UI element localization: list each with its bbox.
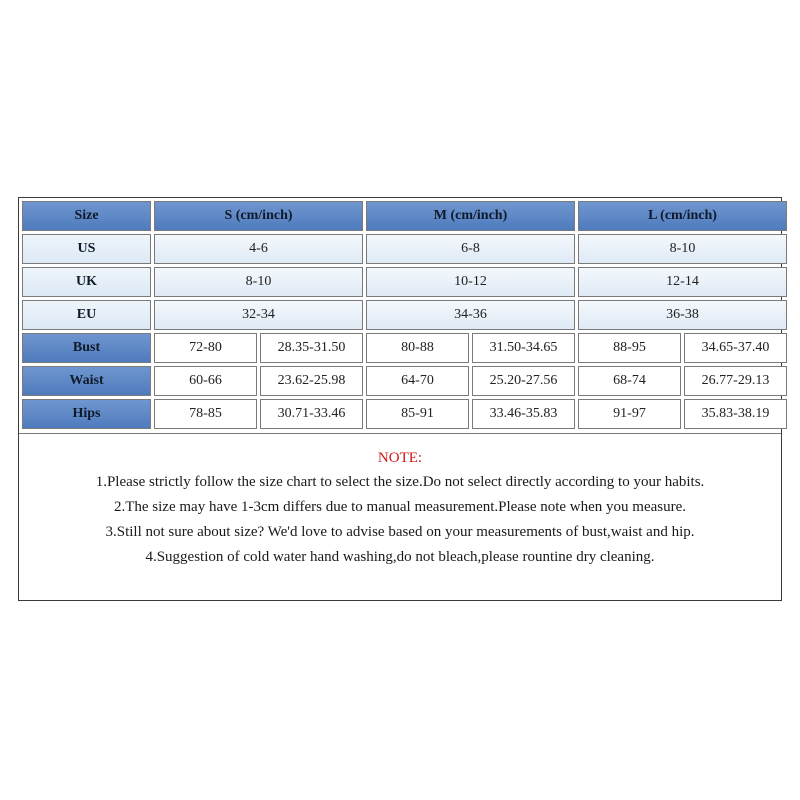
waist-l-inch: 26.77-29.13 — [684, 366, 787, 396]
bust-m-cm: 80-88 — [366, 333, 469, 363]
row-label-eu: EU — [22, 300, 151, 330]
table-header-row — [22, 201, 787, 231]
bust-l-inch: 34.65-37.40 — [684, 333, 787, 363]
table-row — [22, 267, 787, 297]
notes-section — [19, 433, 781, 570]
row-label-us: US — [22, 234, 151, 264]
table-row — [22, 300, 787, 330]
waist-s-inch: 23.62-25.98 — [260, 366, 363, 396]
us-s-value: 4-6 — [154, 234, 363, 264]
note-line: 4.Suggestion of cold water hand washing,do not bleach,please rountine dry cleaning. — [145, 549, 655, 565]
hips-m-inch: 33.46-35.83 — [472, 399, 575, 429]
size-table — [19, 198, 790, 432]
note-line: 3.Still not sure about size? We'd love to advise based on your measurements of bust,waist and hip. — [105, 524, 695, 540]
row-label-bust: Bust — [22, 333, 151, 363]
note-line: 1.Please strictly follow the size chart to select the size.Do not select directly according to your habits. — [95, 474, 705, 490]
bust-m-inch: 31.50-34.65 — [472, 333, 575, 363]
note-title: NOTE: — [377, 450, 423, 466]
eu-m-value: 34-36 — [366, 300, 575, 330]
size-chart — [18, 197, 782, 601]
hips-l-cm: 91-97 — [578, 399, 681, 429]
waist-l-cm: 68-74 — [578, 366, 681, 396]
waist-s-cm: 60-66 — [154, 366, 257, 396]
row-label-hips: Hips — [22, 399, 151, 429]
waist-m-cm: 64-70 — [366, 366, 469, 396]
table-row — [22, 399, 787, 429]
bust-s-cm: 72-80 — [154, 333, 257, 363]
eu-l-value: 36-38 — [578, 300, 787, 330]
waist-m-inch: 25.20-27.56 — [472, 366, 575, 396]
size-header: Size — [22, 201, 151, 231]
m-column-header: M (cm/inch) — [366, 201, 575, 231]
table-row — [22, 366, 787, 396]
eu-s-value: 32-34 — [154, 300, 363, 330]
hips-s-cm: 78-85 — [154, 399, 257, 429]
uk-m-value: 10-12 — [366, 267, 575, 297]
hips-s-inch: 30.71-33.46 — [260, 399, 363, 429]
bust-s-inch: 28.35-31.50 — [260, 333, 363, 363]
us-m-value: 6-8 — [366, 234, 575, 264]
bust-l-cm: 88-95 — [578, 333, 681, 363]
note-line: 2.The size may have 1-3cm differs due to manual measurement.Please note when you measure. — [113, 499, 687, 515]
row-label-uk: UK — [22, 267, 151, 297]
hips-m-cm: 85-91 — [366, 399, 469, 429]
us-l-value: 8-10 — [578, 234, 787, 264]
hips-l-inch: 35.83-38.19 — [684, 399, 787, 429]
uk-l-value: 12-14 — [578, 267, 787, 297]
table-row — [22, 234, 787, 264]
table-row — [22, 333, 787, 363]
l-column-header: L (cm/inch) — [578, 201, 787, 231]
row-label-waist: Waist — [22, 366, 151, 396]
uk-s-value: 8-10 — [154, 267, 363, 297]
s-column-header: S (cm/inch) — [154, 201, 363, 231]
